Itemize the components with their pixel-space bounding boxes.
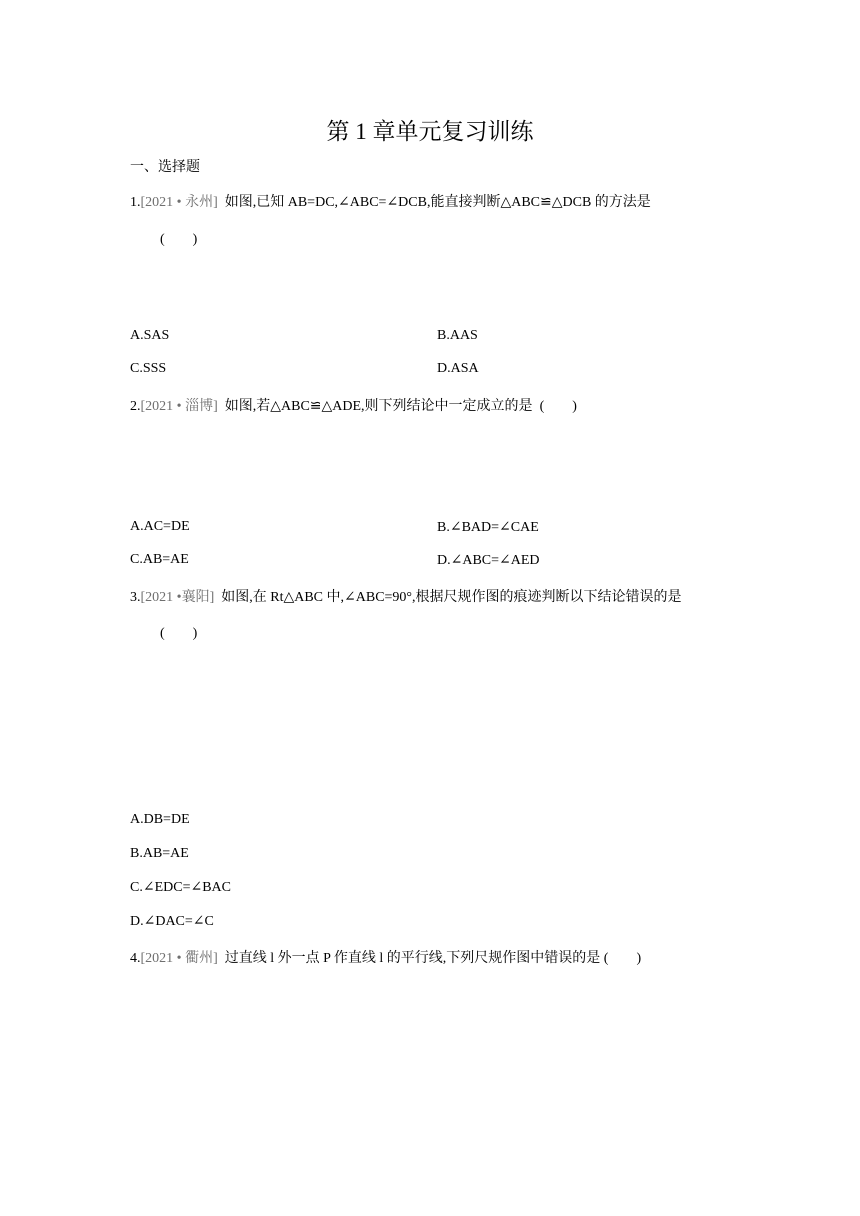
question-2 [130,395,577,415]
option-b[interactable]: B.AAS [437,328,478,343]
option-a[interactable]: A.AC=DE [130,519,190,534]
figure-label: C [489,304,500,320]
question-number: 4. [130,951,141,966]
question-source: [2021 •襄阳] [140,590,215,605]
question-source: [2021 • 淄博] [140,399,218,414]
question-number: 2. [130,399,141,414]
answer-blank: ( ) [160,232,198,247]
figure-label: C [451,646,462,662]
option-c[interactable]: C.AB=AE [130,552,189,567]
answer-blank: ( ) [539,399,577,414]
figure-label: E [429,728,440,744]
question-text: 如图,若△ABC≌△ADE,则下列结论中一定成立的是 [224,399,533,414]
question-3 [130,586,682,606]
figure-label: B [360,485,371,501]
option-a[interactable]: A.SAS [130,328,170,343]
question-number: 1. [130,195,141,210]
question-source: [2021 • 衢州] [140,951,218,966]
option-b[interactable]: B.AB=AE [130,846,189,861]
figure-label: A [388,787,399,803]
question-4 [130,947,641,967]
answer-blank: ( ) [160,626,198,641]
option-c[interactable]: C.∠EDC=∠BAC [130,880,231,895]
figure-label: D [456,251,467,267]
figure-label: A [388,423,399,439]
section-heading: 一、选择题 [130,160,200,175]
question-text: 如图,已知 AB=DC,∠ABC=∠DCB,能直接判断△ABC≌△DCB 的方法是 [224,195,651,210]
figure-label: C [477,485,488,501]
question-source: [2021 • 永州] [140,195,218,210]
question-text: 过直线 l 外一点 P 作直线 l 的平行线,下列尺规作图中错误的是 [224,951,601,966]
question-1 [130,191,651,211]
option-d[interactable]: D.∠DAC=∠C [130,914,214,929]
option-d[interactable]: D.∠ABC=∠AED [437,553,540,568]
option-d[interactable]: D.ASA [437,361,479,376]
figure-label: A [392,251,403,267]
option-b[interactable]: B.∠BAD=∠CAE [437,520,539,535]
figure-label: B [461,787,472,803]
figure-label: E [489,418,500,434]
page-title: 第 1 章单元复习训练 [326,119,534,144]
question-text: 如图,在 Rt△ABC 中,∠ABC=90°,根据尺规作图的痕迹判断以下结论错误的是 [221,590,682,605]
answer-blank: ( ) [603,951,642,966]
figure-label: D [408,496,419,512]
option-c[interactable]: C.SSS [130,361,167,376]
option-a[interactable]: A.DB=DE [130,812,190,827]
figure-label: D [459,751,470,767]
figure-label: B [359,304,370,320]
question-number: 3. [130,590,141,605]
